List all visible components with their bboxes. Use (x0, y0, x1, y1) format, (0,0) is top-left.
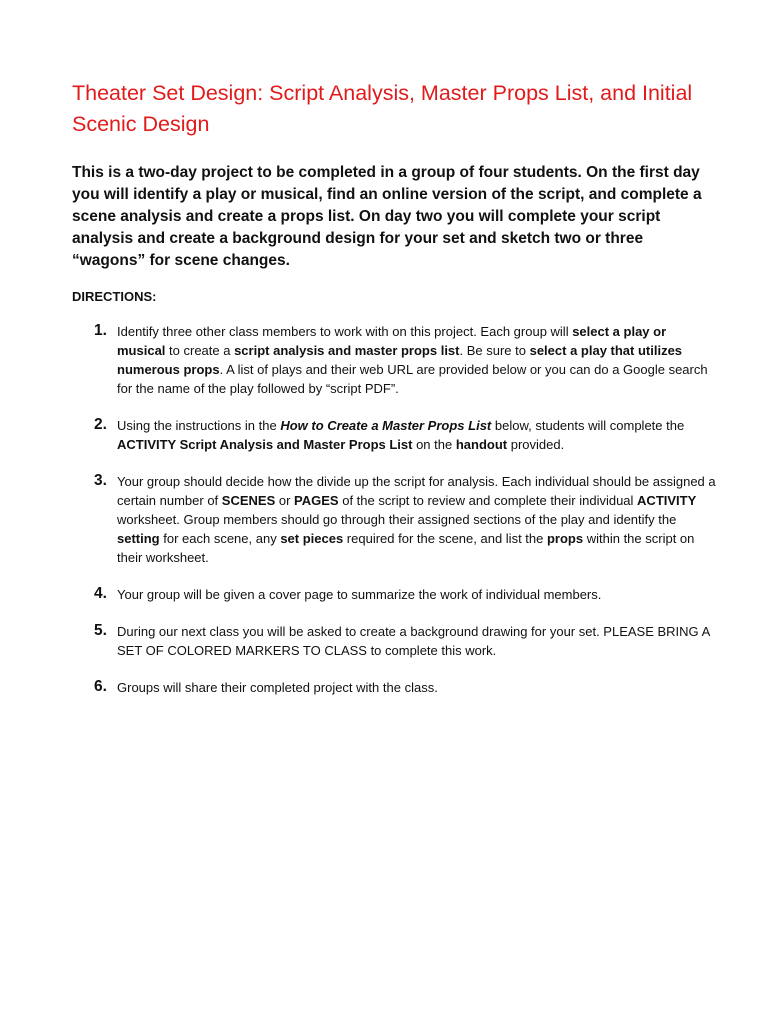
step-text: Your group will be given a cover page to summarize the work of individual members. (117, 587, 602, 602)
step-number: 6. (94, 678, 107, 695)
direction-step-3 (72, 472, 718, 567)
direction-step-2 (72, 416, 718, 454)
step-number: 2. (94, 416, 107, 433)
step-number: 4. (94, 585, 107, 602)
step-text: During our next class you will be asked to create a background drawing for your set. PLEASE BRING A SET OF COLORED MARKERS TO CLASS to complete this work. (117, 624, 710, 658)
step-text: Identify three other class members to work with on this project. Each group will select a play or musical to create a script analysis and master props list. Be sure to select a play that utilizes numerous props. A list of plays and their web URL are provided below or you can do a Google search for the name of the play followed by “script PDF”. (117, 324, 708, 396)
step-text: Using the instructions in the How to Create a Master Props List below, students will complete the ACTIVITY Script Analysis and Master Props List on the handout provided. (117, 418, 685, 452)
direction-step-5 (72, 622, 718, 660)
direction-step-4 (72, 585, 718, 604)
intro-paragraph: This is a two-day project to be completed in a group of four students. On the first day you will identify a play or musical, find an online version of the script, and complete a scene analysis and create a props list. On day two you will complete your script analysis and create a background design for your set and sketch two or three “wagons” for scene changes. (72, 164, 702, 269)
directions-heading: DIRECTIONS: (72, 289, 157, 304)
step-text: Your group should decide how the divide up the script for analysis. Each individual should be assigned a certain number of SCENES or PAGES of the script to review and complete their individual ACTIVITY worksheet. Group members should go through their assigned sections of the play and identify the setting for each scene, any set pieces required for the scene, and list the props within the script on their worksheet. (117, 474, 716, 565)
step-number: 3. (94, 472, 107, 489)
direction-step-1 (72, 322, 718, 398)
document-title: Theater Set Design: Script Analysis, Master Props List, and Initial Scenic Design (72, 81, 693, 136)
direction-step-6 (72, 678, 718, 697)
step-text: Groups will share their completed project with the class. (117, 680, 438, 695)
step-number: 5. (94, 622, 107, 639)
directions-list (72, 322, 718, 697)
step-number: 1. (94, 322, 107, 339)
